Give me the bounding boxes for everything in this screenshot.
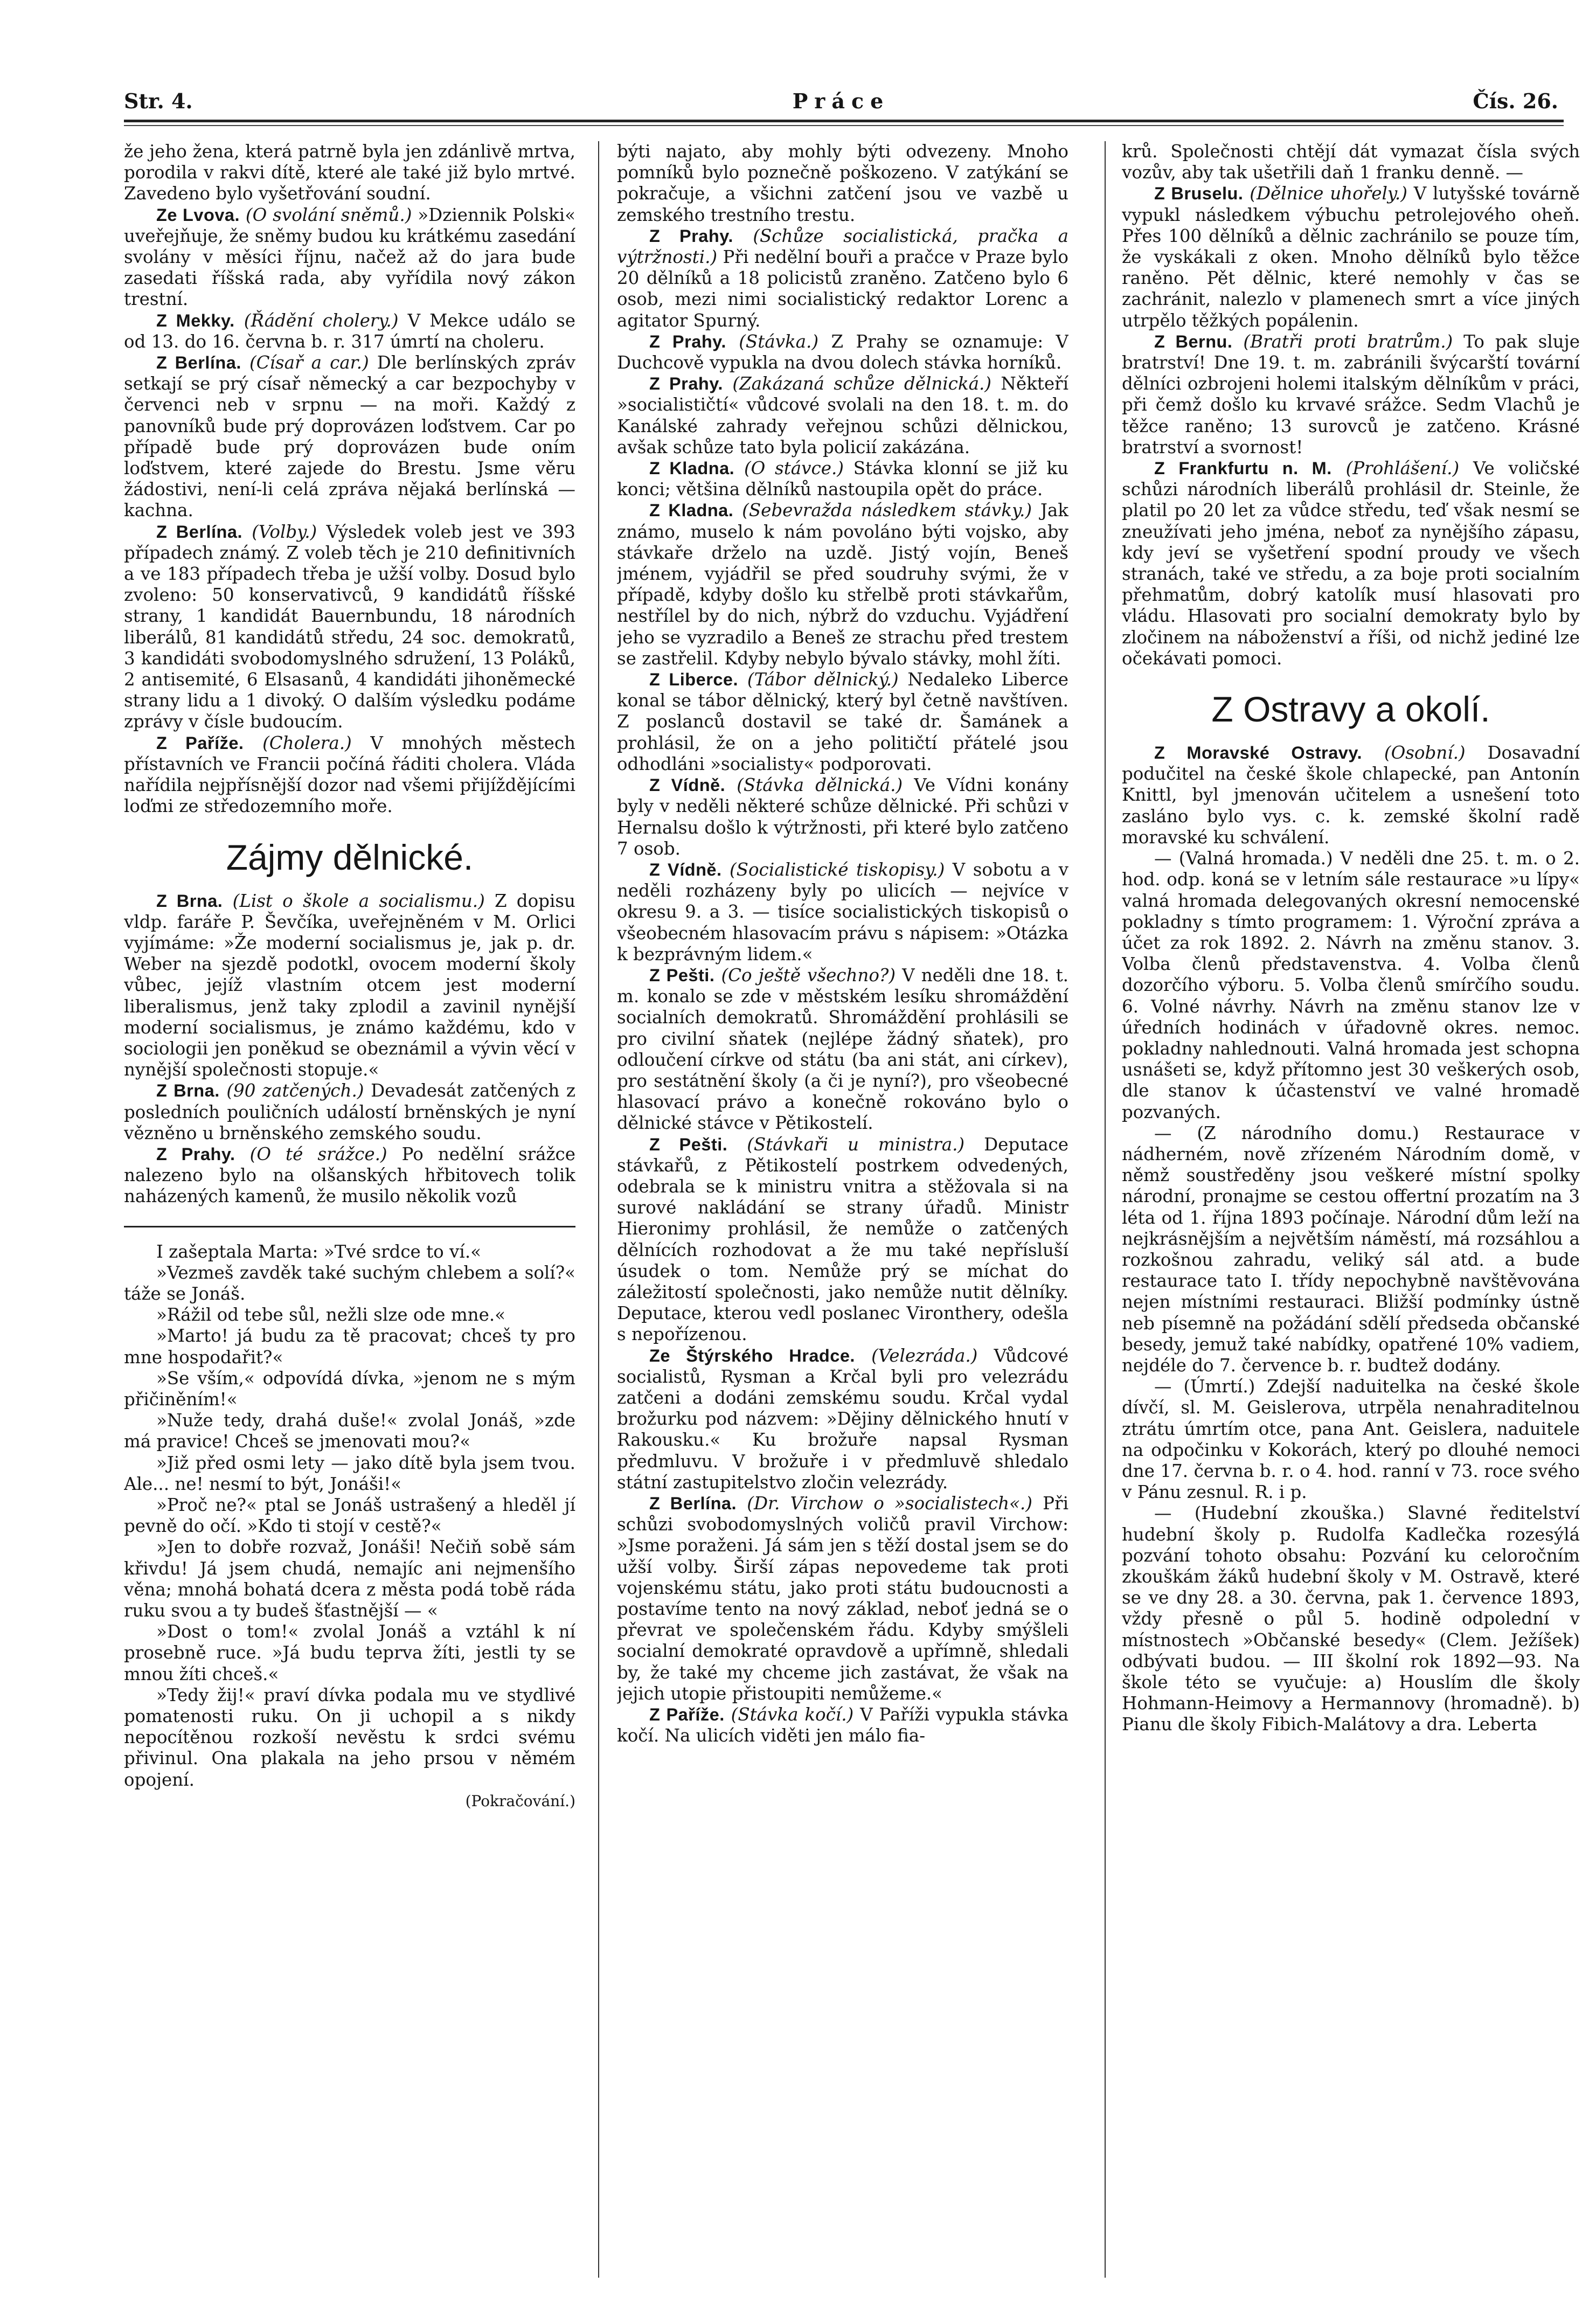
place-label: Z Bernu. [1154, 331, 1233, 351]
place-label: Z Frankfurtu n. M. [1154, 459, 1332, 478]
item-text: V lutyšské továrně vypukl následkem výbuchu petrolejového oheň. Přes 100 dělníků a dělnic zachránilo se pouze tím, že vyskákali z oken. Mnoho dělníků bylo těžce raněno. Pět dělnic, které nemohly v čas se zachránit, nalezlo v plamenech smrt a více jiných utrpělo těžkých popálenin. [1122, 183, 1580, 331]
news-item-bern [1122, 331, 1580, 458]
news-item-vienna-1 [617, 775, 1068, 859]
story-paragraph: »Rážil od tebe sůl, nežli slze ode mne.« [156, 1305, 506, 1326]
place-label: Z Moravské Ostravy. [1154, 743, 1363, 763]
place-label: Z Berlína. [649, 1494, 737, 1513]
place-label: Z Kladna. [649, 459, 735, 478]
item-text: Vůdcové socialistů, Rysman a Krčal byli pro velezrádu zatčeni a dodáni zemskému soudu. Krčal vydal brožurku pod názvem: »Dějiny dělnického hnutí v Rakousku.« Ku brožuře napsal Rysman předmluvu. V brožuře i v předmluvě shledalo státní zastupitelstvo zločin velezrády. [617, 1345, 1068, 1493]
article-continuation: býti najato, aby mohly býti odvezeny. Mnoho pomníků bylo poznečně poškozeno. V zatýkání se pokračuje, a všichni zatčení jsou ve vazbě u zemského trestního trestu. [617, 141, 1068, 225]
news-item-berlin-3 [617, 1493, 1068, 1704]
page-number: Str. 4. [124, 89, 193, 113]
topic-label: (Řádění cholery.) [244, 310, 399, 331]
header-rule [124, 120, 1564, 122]
section-heading-ostrava: Z Ostravy a okolí. [1211, 689, 1490, 730]
news-item-graz [617, 1345, 1068, 1493]
story-paragraph: »Marto! já budu za tě pracovat; chceš ty pro mne hospodařit?« [124, 1326, 575, 1368]
place-label: Ze Štýrského Hradce. [649, 1345, 855, 1365]
place-label: Z Prahy. [649, 374, 723, 394]
topic-label: (Dr. Virchow o »socialistech«.) [747, 1493, 1032, 1514]
story-paragraph: »Se vším,« odpovídá dívka, »jenom ne s mým přičiněním!« [124, 1368, 575, 1410]
place-label: Z Liberce. [649, 670, 739, 690]
item-text: Někteří »socialističtí« vůdcové svolali na den 18. t. m. do Kanálské zahrady veřejnou schůzi dělnickou, avšak schůze tato byla policií zakázána. [617, 373, 1068, 457]
news-item-kladno-2 [617, 500, 1068, 669]
story-paragraph: »Vezmeš zavděk také suchým chlebem a solí?« táže se Jonáš. [124, 1262, 575, 1304]
article-continuation: že jeho žena, která patrně byla jen zdánlivě mrtva, porodila v rakvi dítě, které ale také již bylo mrtvé. Zavedeno bylo vyšetřování soudní. [124, 141, 575, 204]
item-text: Stávka klonní se již ku konci; většina dělníků nastoupila opět do práce. [617, 458, 1068, 500]
news-item-ostrava [1122, 743, 1580, 848]
story-paragraph: »Již před osmi lety — jako dítě byla jsem tvou. Ale... ne! nesmí to být, Jonáši!« [124, 1452, 575, 1494]
topic-label: (Schůze socialistická, pračka a výtržnosti.) [617, 225, 1068, 268]
item-text: Výsledek voleb jest ve 393 případech známý. Z voleb těch je 210 definitivních a ve 183 případech třeba je užší volby. Dosud bylo zvoleno: 50 konservativců, 9 kandidátů říšské strany, 1 kandidát Bauernbundu, 18 národních liberálů, 81 kandidátů středu, 24 soc. demokratů, 3 kandidáti svobodomyslného sdružení, 13 Poláků, 2 antisemité, 6 Elsasanů, 4 kandidáti jihoněmecké strany lidu a 1 divoký. O dalším výsledku podáme zprávy v čísle budoucím. [124, 521, 575, 732]
news-item-pest-2 [617, 1134, 1068, 1345]
news-item-paris-2 [617, 1704, 1068, 1746]
item-text: Při schůzi svobodomyslných voličů pravil Virchow: »Jsme poraženi. Já sám jen s těží dostal jsem se do užší volby. Širší zápas nepovedeme tak proti vojenskému státu, jako proti státu budoucnosti a postavíme tento na nový základ, neboť jedná se o převrat ve společenském řádu. Kdyby smýšleli socialní demokraté opravdově a upřímně, shledali by, že také my chceme jich zastávat, že však na jejich utopie přistoupiti nemůžeme.« [617, 1493, 1068, 1704]
topic-label: (Volby.) [252, 521, 317, 542]
header-rule-thin [124, 125, 1564, 126]
item-text: Nedaleko Liberce konal se tábor dělnický, který byl četně navštíven. Z poslanců dostavil se také dr. Šamánek a prohlásil, že on a jeho političtí přátelé jsou odhodláni »socialisty« podporovati. [617, 669, 1068, 774]
column-2 [617, 141, 1068, 2291]
article-continuation: krů. Společnosti chtějí dát vymazat čísla svých vozův, aby tak ušetřili daň 1 franku denně. — [1122, 141, 1580, 183]
place-label: Z Bruselu. [1154, 184, 1244, 204]
place-label: Z Prahy. [649, 226, 733, 246]
item-text: Při nedělní bouři a pračce v Praze bylo 20 dělníků a 18 policistů zraněno. Zatčeno bylo 6 osob, mezi nimi socialistický redaktor Lorenc a agitator Spurný. [617, 247, 1068, 331]
item-text: Jak známo, muselo k nám povoláno býti vojsko, aby stávkaře drželo na uzdě. Jistý vojín, Beneš jménem, vyjádřil se před soudruhy svými, že v případě, kdyby došlo ku střelbě proti stávkařům, nestřílel by do nich, nýbrž do vzduchu. Vyjádření jeho se vyzradilo a Beneš ze strachu před trestem se zastřelil. Kdyby nebylo bývalo stávky, mohl žíti. [617, 500, 1068, 669]
topic-label: (Osobní.) [1384, 743, 1466, 764]
topic-label: (List o škole a socialismu.) [232, 890, 485, 911]
news-item-berlin-2 [124, 522, 575, 733]
place-label: Z Prahy. [649, 331, 726, 351]
news-item-praha-3 [617, 331, 1068, 373]
news-item-death: — (Úmrtí.) Zdejší naduitelka na české škole dívčí, sl. M. Geislerova, utrpěla nenahraditelnou ztrátu úmrtím otce, pana Ant. Geislera, naduitele na odpočinku v Kokorách, který po dlouhé nemoci dne 17. června b. r. o 4. hod. ranní v 73. roce svého v Pánu zesnul. R. i p. [1122, 1376, 1580, 1503]
news-item-liberec [617, 669, 1068, 775]
column-3 [1122, 141, 1580, 2291]
place-label: Z Prahy. [156, 1144, 235, 1164]
place-label: Z Paříže. [649, 1705, 725, 1725]
item-text: V sobotu a v neděli rozházeny byly po ulicích — nejvíce v okresu 9. a 3. — tisíce socialistických tiskopisů o všeobecném hlasovacím právu s nápisem: »Otázka k bezprávným lidem.« [617, 859, 1068, 965]
topic-label: (Co ještě všechno?) [721, 965, 896, 986]
topic-label: (Stávkaři u ministra.) [747, 1134, 965, 1155]
place-label: Z Brna. [156, 1081, 220, 1101]
news-item-brno-2 [124, 1080, 575, 1144]
story-paragraph: »Dost o tom!« zvolal Jonáš a vztáhl k ní prosebně ruce. »Já budu teprva žíti, jestli ty se mnou žíti chceš.« [124, 1621, 575, 1684]
continued-note: (Pokračování.) [465, 1792, 575, 1810]
topic-label: (Velezráda.) [871, 1345, 978, 1366]
newspaper-title: Práce [792, 89, 890, 113]
item-text: Z dopisu vldp. faráře P. Ševčíka, uveřejněném v M. Orlici vyjímáme: »Že moderní socialismus je, jak p. dr. Weber na sjezdě podotkl, ovocem moderní školy vůbec, jejíž vlastním otcem jest moderní liberalismus, jenž taky zplodil a zavinil nynější moderní socialismus, je známo každému, kdo v sociologii jen poněkud se obeznámil a vývin věcí v nynější společnosti stopuje.« [124, 890, 575, 1080]
news-item-mekka [124, 310, 575, 352]
place-label: Z Berlína. [156, 353, 241, 373]
item-text: To pak sluje bratrství! Dne 19. t. m. zabránili švýcarští tovární dělníci ozbrojeni holemi italským dělníkům v práci, při čemž došlo ku krvavé srážce. Sedm Vlachů je těžce raněno; 13 surovců je zatčeno. Krásné bratrství a svornost! [1122, 331, 1580, 457]
story-paragraph: »Proč ne?« ptal se Jonáš ustrašený a hleděl jí pevně do očí. »Kdo ti stojí v cestě?« [124, 1494, 575, 1537]
place-label: Z Vídně. [649, 859, 722, 879]
topic-label: (O svolání sněmů.) [245, 204, 412, 225]
item-text: Ve voličské schůzi národních liberálů prohlásil dr. Steinle, že platil po 20 let za vůdce středu, teď však nesmí se zneužívati jeho jména, neboť za nynějšího zápasu, kdy jeví se vyšetření spodní proudy ve všech stranách, také ve středu, a za boje proti socialním přehmatům, dobrý katolík musí hlasovati pro vládu. Hlasovati pro socialní demokraty bylo by zločinem na náboženství a říši, od nichž jediné lze očekávati pomoci. [1122, 458, 1580, 669]
news-item-music-exam: — (Hudební zkouška.) Slavné ředitelství hudební školy p. Rudolfa Kadlečka rozesýlá pozvání tohoto obsahu: Pozvání ku celoročním zkouškám žáků hudební školy v M. Ostravě, které se ve dny 28. a 30. června, pak 1. července 1893, vždy přesně o půl 5. hodině odpolední v místnostech »Občanské besedy« (Clem. Ježíšek) odbývati budou. — III školní rok 1892—93. Na škole této se vyučuje: a) Houslím dle školy Hohmann-Heimovy a Hermannovy (hromadně). b) Pianu dle školy Fibich-Malátovy a dra. Leberta [1122, 1503, 1580, 1735]
story-paragraph: »Tedy žij!« praví dívka podala mu ve stydlivé pomatenosti ruku. On ji uchopil a s nikdy nepocítěnou rozkoší nevěstu k srdci svému přivinul. Ona plakala na jeho prsou v němém opojení. [124, 1684, 575, 1790]
news-item-praha-1 [124, 1144, 575, 1208]
column-divider [598, 141, 599, 2278]
topic-label: (Císař a car.) [249, 352, 369, 373]
topic-label: (Socialistické tiskopisy.) [730, 859, 945, 880]
item-text: V mnohých městech přístavních ve Francii počíná řáditi cholera. Vláda nařídila nejpřísnější dozor nad všemi přijíždějícími loďmi ze středozemního moře. [124, 732, 575, 817]
place-label: Z Pešti. [649, 965, 715, 985]
story-paragraph: I zašeptala Marta: »Tvé srdce to ví.« [156, 1241, 482, 1262]
column-divider [1105, 141, 1106, 2278]
topic-label: (Tábor dělnický.) [747, 669, 899, 690]
item-text: V Paříži vypukla stávka kočí. Na ulicích viděti jen málo fia- [617, 1704, 1068, 1746]
topic-label: (Stávka dělnická.) [737, 775, 903, 796]
item-text: V Mekce událo se od 13. do 16. června b. r. 317 úmrtí na choleru. [124, 310, 575, 352]
topic-label: (Sebevražda následkem stávky.) [742, 500, 1032, 521]
news-item-frankfurt [1122, 458, 1580, 669]
issue-number: Čís. 26. [1473, 89, 1558, 113]
item-text: Dle berlínských zpráv setkají se prý císař německý a car bezpochyby v červenci neb v srpnu — na moři. Každý z panovníků bude prý doprovázen loďstvem. Car po případě bude prý doprovázen bude oním loďstvem, které zajede do Brestu. Jsme věru žádostivi, není-li celá zpráva nějaká berlínská — kachna. [124, 352, 575, 521]
news-item-berlin-1 [124, 352, 575, 522]
place-label: Z Pešti. [649, 1134, 728, 1154]
place-label: Ze Lvova. [156, 205, 240, 225]
news-item-general-meeting: — (Valná hromada.) V neděli dne 25. t. m. o 2. hod. odp. koná se v letním sále restaurace »u lípy« valná hromada delegovaných okresní nemocenské pokladny s tímto programem: 1. Výroční zpráva a účet za rok 1892. 2. Návrh na změnu stanov. 3. Volba členů představenstva. 4. Volba členů dozorčího výboru. 5. Volba členů smírčího soudu. 6. Volné návrhy. Návrh na změnu stanov lze v úředních hodinách v úřadovně okres. nemoc. pokladny nahlednouti. Valná hromada jest schopna usnášeti se, když přítomno jest 30 veškerých osob, dle stanov k účastenství ve valné hromadě pozvaných. [1122, 848, 1580, 1122]
topic-label: (O té srážce.) [249, 1143, 387, 1164]
topic-label: (Bratři proti bratrům.) [1243, 331, 1453, 352]
news-item-brno-1 [124, 891, 575, 1081]
news-item-praha-4 [617, 373, 1068, 458]
news-item-kladno-1 [617, 458, 1068, 500]
news-item-pest-1 [617, 965, 1068, 1134]
place-label: Z Kladna. [649, 501, 734, 521]
item-text: Po nedělní srážce nalezeno bylo na olšanských hřbitovech tolik naházených kamenů, že musilo několik vozů [124, 1143, 575, 1207]
item-text: Deputace stávkařů, z Pětikostelí postrkem odvedených, odebrala se k ministru vnitra a stěžovala si na surové nakládání se strany úřadů. Ministr Hieronimy prohlásil, že nemůže o zatčených dělnících rozhodovat a že mu také nepřísluší úsudek o tom. Nemůže prý se míchat do záležitostí společnosti, jako nemůže nutit dělníky. Deputace, kterou vedl poslanec Vironthery, odešla s nepořízenou. [617, 1134, 1068, 1345]
topic-label: (Zakázaná schůze dělnická.) [732, 373, 991, 394]
topic-label: (90 zatčených.) [226, 1080, 364, 1101]
news-item-national-house: — (Z národního domu.) Restaurace v nádherném, nově zřízeném Národním domě, v němž soustředěny jsou veškeré místní spolky národní, pronajme se cestou offertní prozatím na 3 léta od 1. října 1893 počínaje. Národní dům leží na nejkrásnějším a největším náměstí, má rozsáhlou a rozkošnou zahradu, veliký sál atd. a bude restaurace tato I. třídy nepochybně navštěvována nejen místními restauraci. Bližší podmínky ústně neb písemně na požádání sdělí předseda občanské besedy, jemuž také nabídky, opatřené 10% vadiem, nejdéle do 7. července b. r. budtež dodány. [1122, 1122, 1580, 1376]
place-label: Z Vídně. [649, 775, 726, 795]
topic-label: (Dělnice uhořely.) [1250, 183, 1407, 204]
item-text: Devadesát zatčených z posledních pouličních událostí brněnských je nyní vězněno u brněnského zemského soudu. [124, 1080, 575, 1143]
column-1 [124, 141, 575, 2291]
item-text: V neděli dne 18. t. m. konalo se zde v městském lesíku shromáždění socialních demokratů. Shromáždění prohlásili se pro civilní sňatek (nejlépe žádný sňatek), pro odloučení církve od státu (ba ani stát, ani církev), pro sestátnění školy (a či je nyní?), pro všeobecné hlasovací právo a konečně rokováno bylo o dělnické stávce v Pětikostelí. [617, 965, 1068, 1134]
item-text: »Dziennik Polski« uveřejňuje, že sněmy budou ku krátkému zasedání svolány v měsíci říjnu, načež až do jara bude zasedati říšská rada, aby vyřídila nový zákon trestní. [124, 204, 575, 310]
news-item-brussels [1122, 183, 1580, 331]
story-paragraph: »Jen to dobře rozvaž, Jonáši! Nečiň sobě sám křivdu! Já jsem chudá, nemajíc ani nejmenšího věna; mnohá bohatá dcera z města podá tobě ráda ruku svou a ty budeš šťastnější — « [124, 1537, 575, 1621]
topic-label: (O stávce.) [744, 458, 844, 479]
item-text: Ve Vídni konány byly v neděli některé schůze dělnické. Při schůzi v Hernalsu došlo k výtržnosti, při které bylo zatčeno 7 osob. [617, 775, 1068, 859]
news-item-paris-1 [124, 733, 575, 817]
place-label: Z Berlína. [156, 522, 242, 542]
place-label: Z Brna. [156, 891, 223, 911]
item-text: Dosavadní podučitel na české škole chlapecké, pan Antonín Knittl, byl jmenován učitelem a usnešení toto zasláno bylo vys. c. k. zemské školní radě moravské ku schválení. [1122, 743, 1580, 848]
item-text: Z Prahy se oznamuje: V Duchcově vypukla na dvou dolech stávka horníků. [617, 331, 1068, 373]
story-paragraph: »Nuže tedy, drahá duše!« zvolal Jonáš, »zde má pravice! Chceš se jmenovati mou?« [124, 1410, 575, 1452]
place-label: Z Paříže. [156, 733, 244, 753]
news-item-praha-2 [617, 226, 1068, 331]
news-item-lvov [124, 205, 575, 310]
news-item-vienna-2 [617, 859, 1068, 965]
section-heading-labor: Zájmy dělnické. [226, 837, 474, 877]
topic-label: (Cholera.) [262, 732, 352, 753]
topic-label: (Stávka.) [739, 331, 819, 352]
place-label: Z Mekky. [156, 310, 235, 330]
topic-label: (Prohlášení.) [1345, 458, 1460, 479]
topic-label: (Stávka kočí.) [731, 1704, 854, 1725]
feuilleton-separator [124, 1226, 575, 1227]
